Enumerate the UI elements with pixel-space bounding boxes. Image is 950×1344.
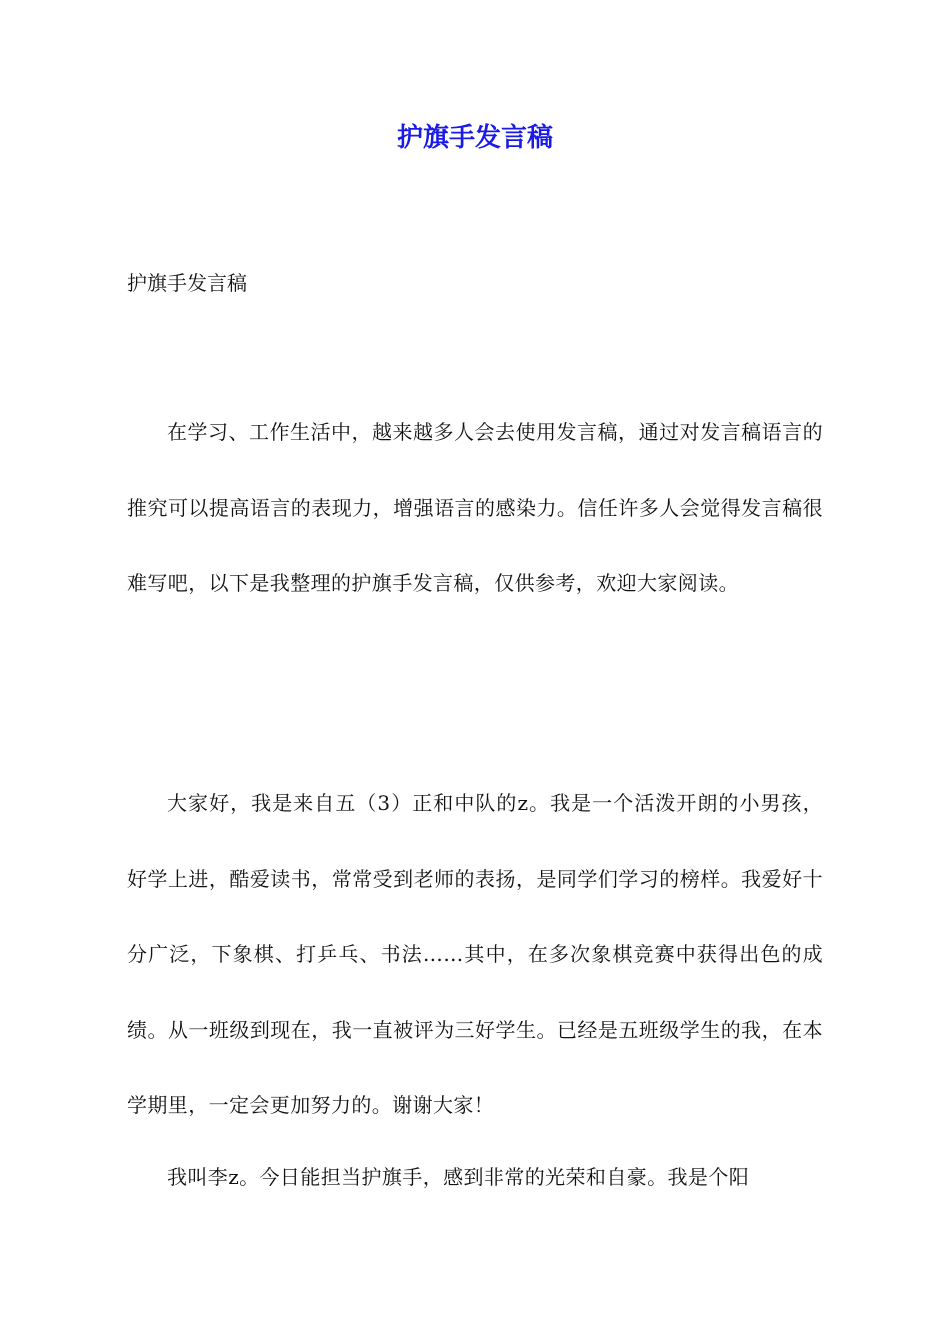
paragraph-intro: 在学习、工作生活中，越来越多人会去使用发言稿，通过对发言稿语言的推究可以提高语言的表现力，增强语言的感染力。信任许多人会觉得发言稿很难写吧，以下是我整理的护旗手发言稿，仅供参考，欢迎大家阅读。 [127, 420, 823, 595]
paragraph-speech-1: 大家好，我是来自五（3）正和中队的z。我是一个活泼开朗的小男孩，好学上进，酷爱读书，常常受到老师的表扬，是同学们学习的榜样。我爱好十分广泛，下象棋、打乒乓、书法……其中，在多次象棋竞赛中获得出色的成绩。从一班级到现在，我一直被评为三好学生。已经是五班级学生的我，在本学期里，一定会更加努力的。谢谢大家！ [127, 791, 823, 1117]
document-title: 护旗手发言稿 [396, 123, 553, 153]
document-subtitle: 护旗手发言稿 [127, 271, 247, 295]
paragraph-speech-2: 我叫李z。今日能担当护旗手，感到非常的光荣和自豪。我是个阳 [167, 1165, 750, 1189]
